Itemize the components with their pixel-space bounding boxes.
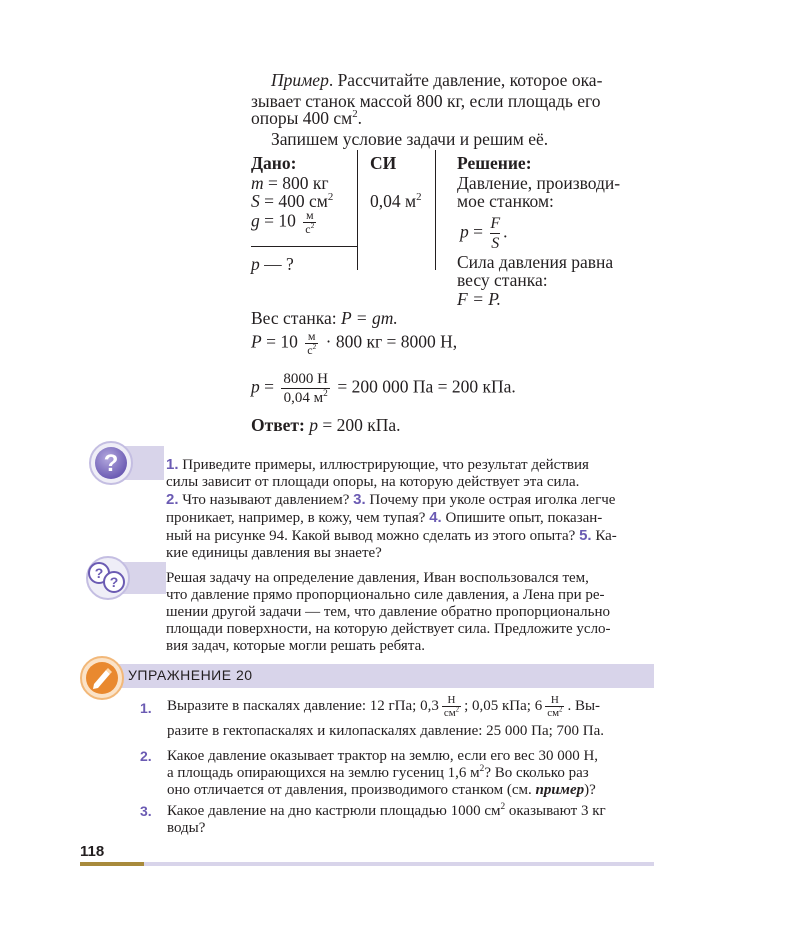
- example-line-4: Запишем условие задачи и решим её.: [271, 129, 549, 149]
- calc-pressure-line: p = $\frac{8000 Н}{0,04 м^2}$ = 200 000 Па = 200 кПа.: [251, 371, 516, 406]
- example-line-2: зывает станок массой 800 кг, если площадь его: [251, 91, 601, 111]
- given-area: S = 400 $см^2$: [251, 191, 334, 211]
- solution-line-1: Давление, производи-: [457, 173, 621, 193]
- si-value: 0,04 $м^2$: [370, 191, 422, 211]
- exercise-2-text: Какое давление оказывает трактор на землю, если его вес 30 000 Н, а площадь опирающихся на землю гусениц 1,6 $м^2$? Во сколько раз оно отличается от давления, производимого станком (см. пример)?: [167, 748, 599, 798]
- given-header: Дано:: [251, 153, 297, 173]
- exercise-3-number: 3.: [140, 803, 152, 819]
- solution-header: Решение:: [457, 153, 532, 173]
- exercise-title: УПРАЖНЕНИЕ 20: [128, 667, 253, 683]
- svg-text:?: ?: [94, 565, 104, 581]
- discussion-icon: [80, 556, 170, 604]
- solution-line-5: F = P.: [457, 289, 502, 309]
- solution-line-2: мое станком:: [457, 191, 554, 211]
- weight-line: Вес станка: P = gm.: [251, 308, 398, 328]
- given-rule: [251, 246, 357, 247]
- calc-p-line: P = 10 $\frac{м}{с^2}$ · 800 кг = 8000 Н,: [251, 329, 458, 357]
- example-label: Пример: [271, 70, 329, 90]
- question-icon: [88, 440, 168, 490]
- questions-block: 1. Приведите примеры, иллюстрирующие, что результат действия силы зависит от площади опоры, на которую действует эта сила. 2. Что называют давлением? 3. Почему при уколе острая иголка легче проникает, например, в кожу, чем тупая? 4. Опишите опыт, показан- ный на рисунке 94. Какой вывод можно сделать из этого опыта? 5. Ка- кие единицы давления вы знаете?: [166, 456, 617, 561]
- page-number: 118: [80, 843, 105, 860]
- exercise-1-number: 1.: [140, 700, 152, 716]
- exercise-2-number: 2.: [140, 748, 152, 764]
- given-mass: m = 800 кг: [251, 173, 329, 193]
- svg-text:?: ?: [103, 450, 119, 477]
- si-header: СИ: [370, 153, 397, 173]
- discussion-block: Решая задачу на определение давления, Иван воспользовался тем, что давление прямо пропорционально силе давления, а Лена при ре- шении другой задачи — тем, что давление обратно пропорционально площади поверхности, на которую действует сила. Предложите усло- вия задач, которые могли решать ребята.: [166, 570, 611, 654]
- footer-rule-lavender: [144, 862, 654, 866]
- table-divider-1: [357, 150, 358, 270]
- answer-line: Ответ: p = 200 кПа.: [251, 415, 401, 435]
- given-g: g = 10 $\frac{м}{с^2}$: [251, 208, 315, 236]
- example-line-3: опоры 400 $см^2$.: [251, 108, 363, 128]
- table-divider-2: [435, 150, 436, 270]
- example-line-1: Пример. Рассчитайте давление, которое ока-: [271, 70, 603, 90]
- svg-text:?: ?: [109, 574, 119, 590]
- exercise-1-text: Выразите в паскалях давление: 12 гПа; 0,3 $\frac{Н}{см^2}$ ; 0,05 кПа; 6 $\frac{Н}{см^2}$ . Вы- разите в гектопаскалях и килопаскалях давление: 25 000 Па; 700 Па.: [167, 694, 605, 739]
- find-p: p — ?: [251, 254, 294, 274]
- solution-line-4: весу станка:: [457, 270, 548, 290]
- solution-line-3: Сила давления равна: [457, 252, 614, 272]
- solution-formula: p = $\frac{F}{S}$ .: [460, 215, 508, 252]
- pencil-icon: [80, 656, 124, 704]
- exercise-3-text: Какое давление на дно кастрюли площадью 1000 $см^2$ оказывают 3 кг воды?: [167, 802, 606, 836]
- footer-rule-gold: [80, 862, 144, 866]
